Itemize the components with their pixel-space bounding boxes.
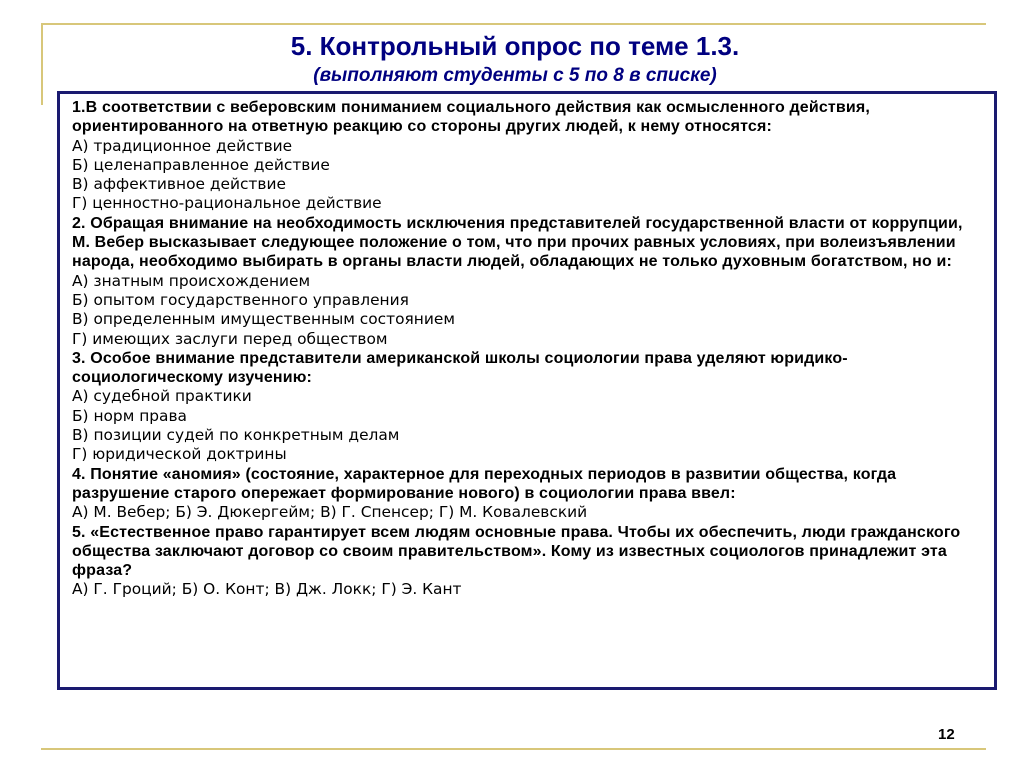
question-3-text: 3. Особое внимание представители американской школы социологии права уделяют юридико-социологическому изучению: [72, 349, 848, 387]
bottom-rule [41, 748, 986, 750]
question-1-option-b: Б) целенаправленное действие [72, 155, 330, 174]
question-3-option-b: Б) норм права [72, 406, 187, 425]
question-4-options: А) М. Вебер; Б) Э. Дюкергейм; В) Г. Спенсер; Г) М. Ковалевский [72, 503, 588, 522]
question-2-option-d: Г) имеющих заслуги перед обществом [72, 329, 388, 348]
question-5-text: 5. «Естественное право гарантирует всем людям основные права. Чтобы их обеспечить, люди гражданского общества заключают договор со своим правительством». Кому из известных социологов принадлежит эта фраза? [72, 523, 961, 580]
question-3-option-c: В) позиции судей по конкретным делам [72, 426, 400, 445]
question-1-option-d: Г) ценностно-рациональное действие [72, 194, 382, 213]
top-rule [41, 23, 986, 25]
question-1-text: 1.В соответствии с веберовским пониманием социального действия как осмысленного действия, ориентированного на ответную реакцию со стороны других людей, к нему относятся: [72, 99, 870, 136]
question-2-option-b: Б) опытом государственного управления [72, 290, 409, 309]
question-2-option-a: А) знатным происхождением [72, 271, 311, 290]
question-3-option-d: Г) юридической доктрины [72, 445, 287, 464]
slide-subtitle: (выполняют студенты с 5 по 8 в списке) [313, 65, 717, 86]
question-1-option-c: В) аффективное действие [72, 175, 286, 194]
question-1-option-a: А) традиционное действие [72, 136, 293, 155]
slide-title: 5. Контрольный опрос по теме 1.3. [290, 31, 740, 61]
page-number: 12 [938, 726, 955, 743]
question-2-text: 2. Обращая внимание на необходимость исключения представителей государственной власти от коррупции, М. Вебер высказывает следующее положение о том, что при прочих равных условиях, при волеизъявлении народа, необходимо выбирать в органы власти людей, обладающих не только духовным богатством, но и: [72, 214, 963, 271]
left-rule [41, 23, 43, 105]
question-5-options: А) Г. Гроций; Б) О. Конт; В) Дж. Локк; Г) Э. Кант [72, 580, 462, 599]
questions-box [57, 91, 997, 690]
question-3-option-a: А) судебной практики [72, 387, 252, 406]
question-4-text: 4. Понятие «аномия» (состояние, характерное для переходных периодов в развитии общества, когда разрушение старого опережает формирование нового) в социологии права ввел: [72, 465, 897, 502]
question-2-option-c: В) определенным имущественным состоянием [72, 310, 455, 329]
